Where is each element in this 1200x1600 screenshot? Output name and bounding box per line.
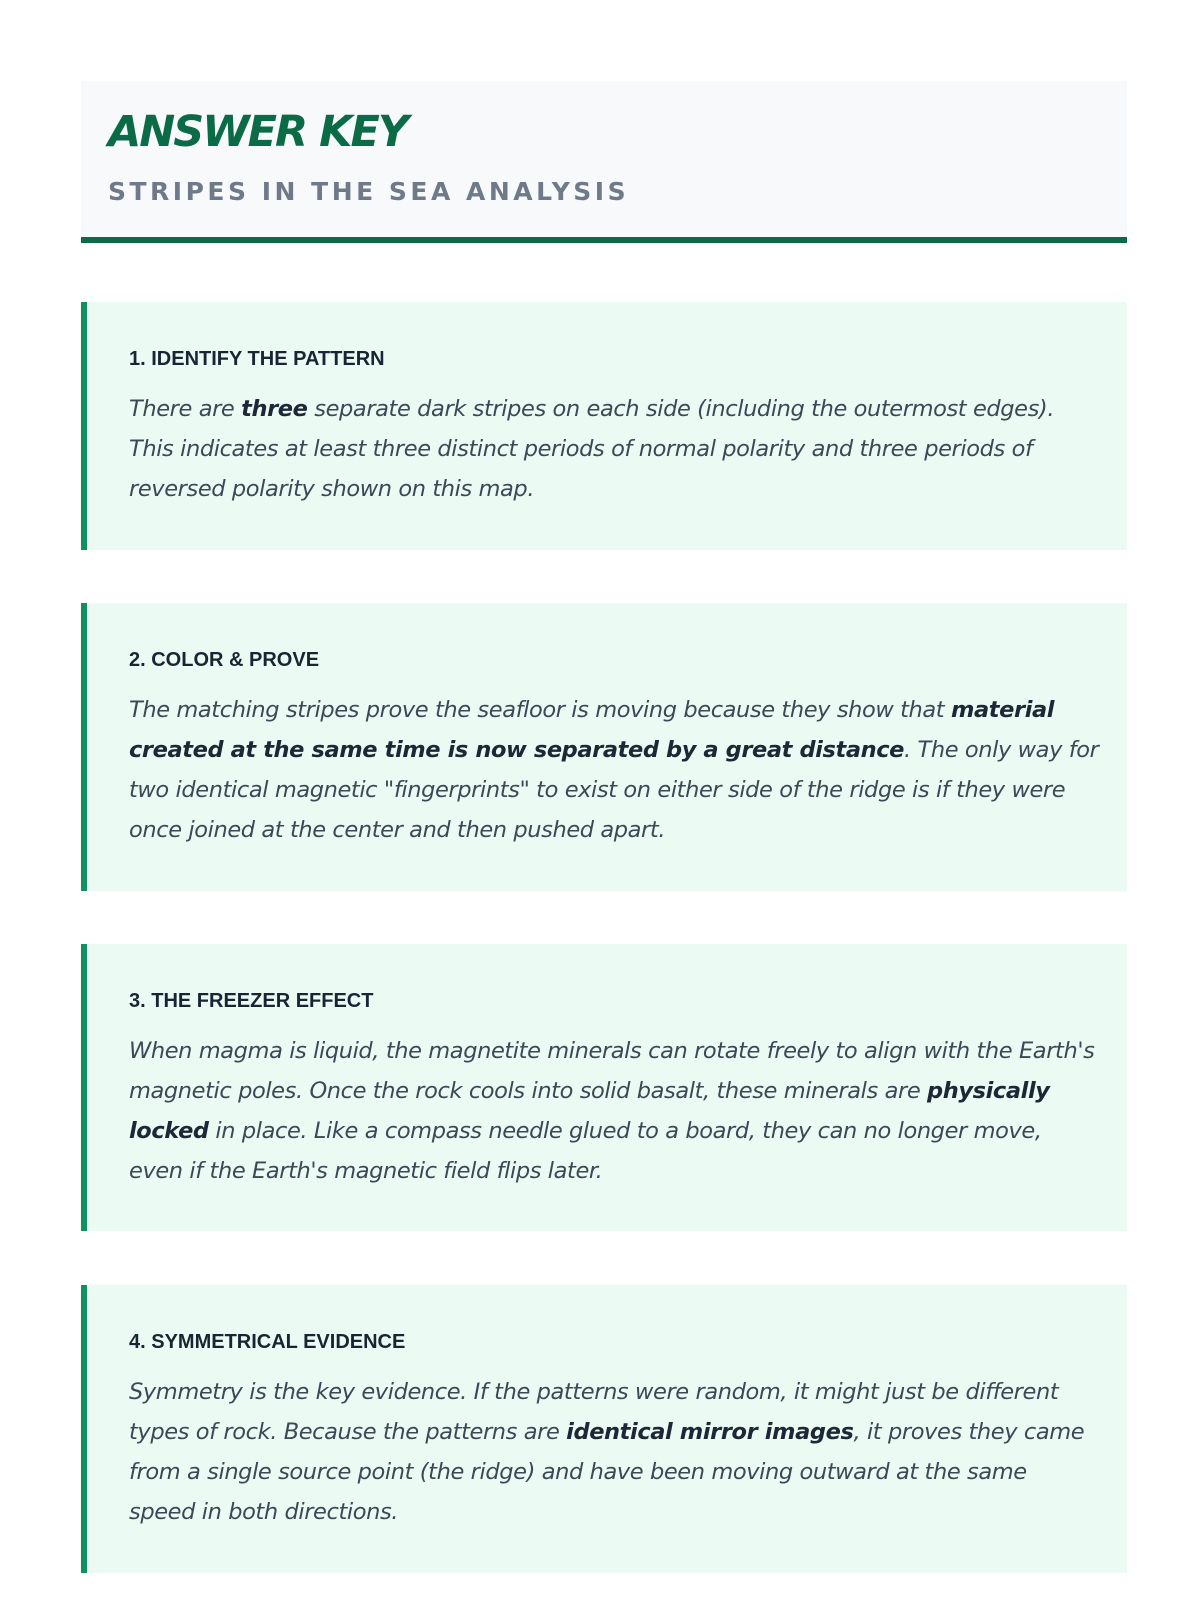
answer-key-header [81, 81, 1127, 243]
section-emphasis: identical mirror images [566, 1419, 854, 1445]
section-text: When magma is liquid, the magnetite minerals can rotate freely to align with the Earth's magnetic poles. Once the rock cools into solid basalt, these minerals are [129, 1038, 1095, 1104]
answer-section [81, 302, 1127, 550]
section-text: , it proves they came from a single source point (the ridge) and have been moving outward at the same speed in both directions. [129, 1419, 1085, 1525]
section-title: 4. SYMMETRICAL EVIDENCE [129, 1331, 406, 1353]
section-title: 1. IDENTIFY THE PATTERN [129, 348, 385, 370]
section-text: in place. Like a compass needle glued to a board, they can no longer move, even if the Earth's magnetic field flips later. [129, 1118, 1042, 1184]
section-emphasis: physically locked [129, 1078, 1050, 1144]
section-text: There are [129, 396, 242, 422]
section-text: . The only way for two identical magnetic "fingerprints" to exist on either side of the ridge is if they were once joined at the center and then pushed apart. [129, 737, 1099, 843]
section-emphasis: three [241, 396, 308, 422]
page-subtitle: STRIPES IN THE SEA ANALYSIS [108, 177, 630, 206]
section-title: 3. THE FREEZER EFFECT [129, 990, 374, 1012]
page-title: ANSWER KEY [108, 107, 407, 157]
answer-section [81, 944, 1127, 1231]
section-text: Symmetry is the key evidence. If the patterns were random, it might just be different types of rock. Because the patterns are [129, 1379, 1059, 1445]
answer-section [81, 1285, 1127, 1573]
answer-section [81, 603, 1127, 891]
section-title: 2. COLOR & PROVE [129, 649, 320, 671]
section-text: The matching stripes prove the seafloor is moving because they show that [129, 697, 951, 723]
section-body [129, 1031, 1099, 1191]
section-body [129, 690, 1099, 850]
section-emphasis: material created at the same time is now separated by a great distance [129, 697, 1055, 763]
section-body [129, 389, 1099, 509]
section-text: separate dark stripes on each side (including the outermost edges). This indicates at least three distinct periods of normal polarity and three periods of reversed polarity shown on this map. [129, 396, 1055, 502]
section-body [129, 1372, 1099, 1532]
